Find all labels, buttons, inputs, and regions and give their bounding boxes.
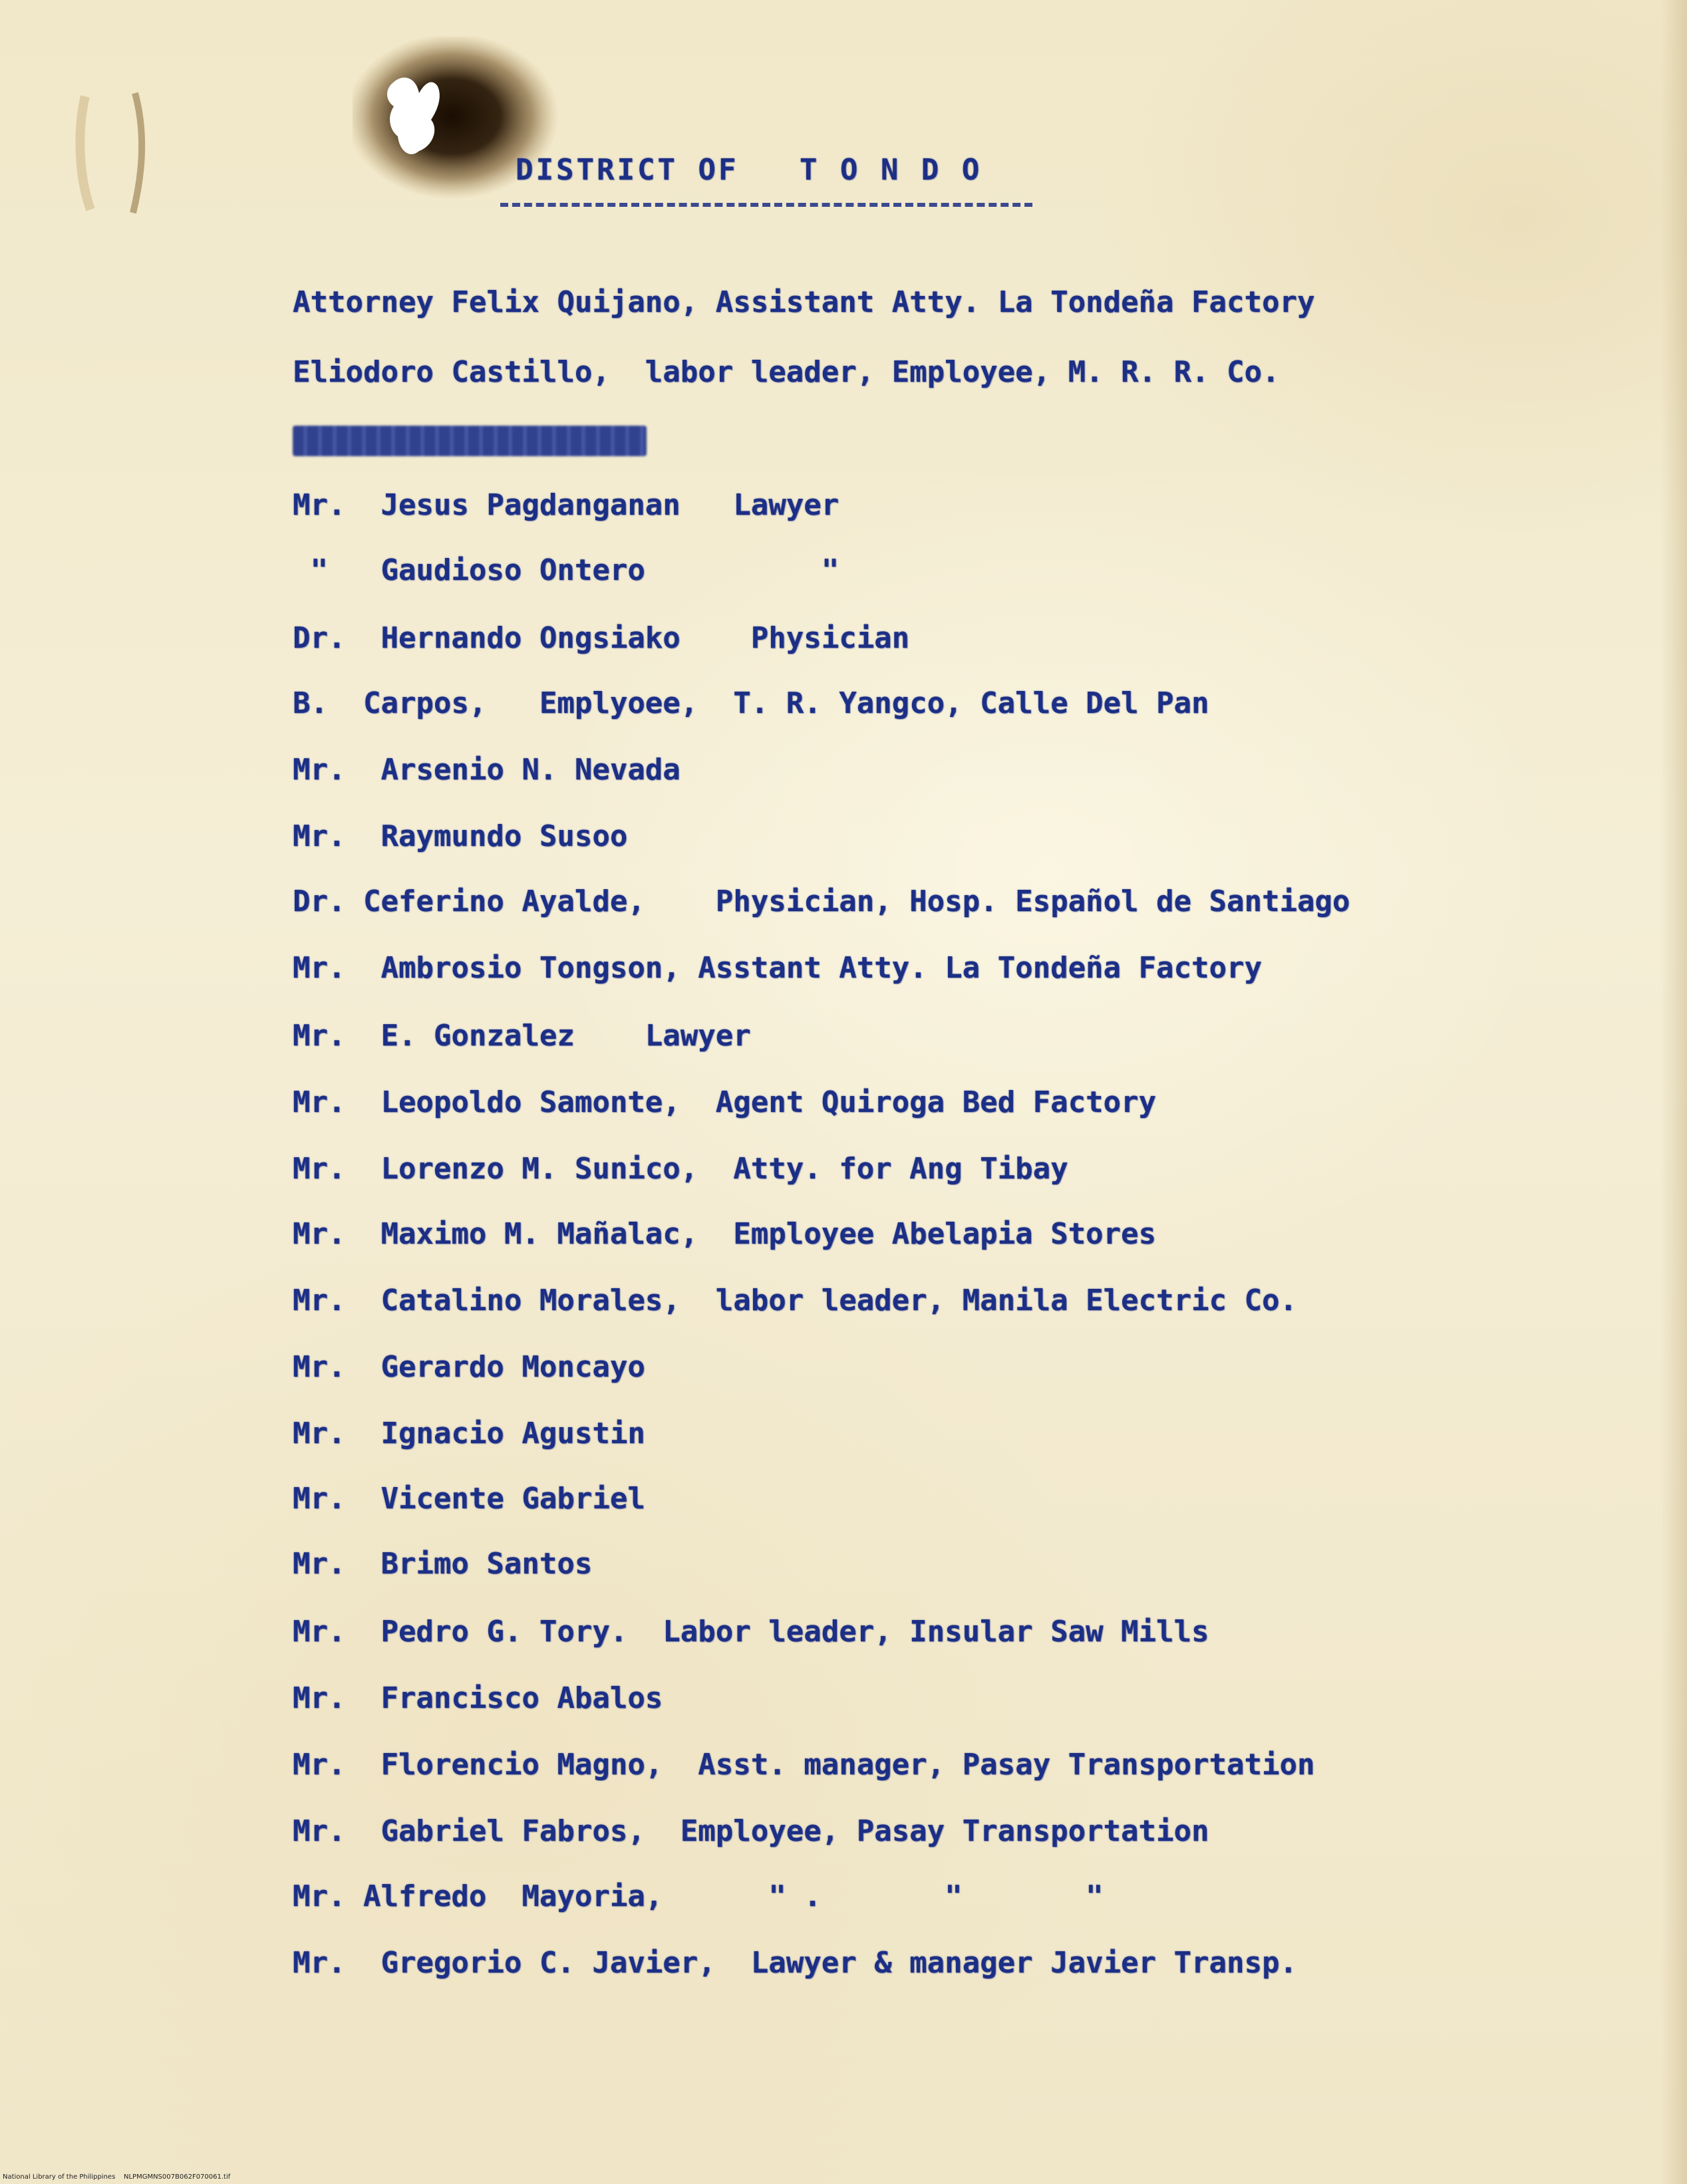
archive-file-id: National Library of the Philippines NLPMGMNS007B062F070061.tif (3, 2173, 231, 2181)
title-underline (500, 203, 1032, 207)
list-item: Mr. Lorenzo M. Sunico, Atty. for Ang Tibay (293, 1152, 1068, 1186)
list-item: Mr. Pedro G. Tory. Labor leader, Insular Saw Mills (293, 1615, 1209, 1649)
list-item: Mr. Ambrosio Tongson, Asstant Atty. La Tondeña Factory (293, 951, 1262, 985)
list-item: Mr. Jesus Pagdanganan Lawyer (293, 488, 840, 522)
list-item: Mr. Gerardo Moncayo (293, 1350, 645, 1384)
list-item: Mr. E. Gonzalez Lawyer (293, 1019, 751, 1053)
document-title: DISTRICT OF T O N D O (516, 153, 983, 187)
header-entry: Eliodoro Castillo, labor leader, Employee, M. R. R. Co. (293, 355, 1280, 389)
list-item: Mr. Arsenio N. Nevada (293, 753, 681, 787)
header-entry: Attorney Felix Quijano, Assistant Atty. La Tondeña Factory (293, 285, 1315, 319)
list-item: Mr. Francisco Abalos (293, 1681, 663, 1715)
fold-stain-mark (72, 90, 158, 216)
list-item: Mr. Florencio Magno, Asst. manager, Pasay Transportation (293, 1748, 1315, 1782)
list-item: Mr. Ignacio Agustin (293, 1417, 645, 1450)
list-item: Mr. Alfredo Mayoria, " . " " (293, 1879, 1104, 1913)
list-item: Mr. Leopoldo Samonte, Agent Quiroga Bed Factory (293, 1085, 1157, 1119)
list-item: B. Carpos, Emplyoee, T. R. Yangco, Calle Del Pan (293, 686, 1209, 720)
list-item: Dr. Ceferino Ayalde, Physician, Hosp. Español de Santiago (293, 885, 1350, 918)
list-item: Dr. Hernando Ongsiako Physician (293, 621, 910, 655)
list-item: Mr. Raymundo Susoo (293, 819, 628, 853)
paper-edge-shadow (1660, 0, 1687, 2184)
list-item: Mr. Brimo Santos (293, 1547, 593, 1581)
list-item: Mr. Vicente Gabriel (293, 1482, 645, 1516)
list-item: Mr. Maximo M. Mañalac, Employee Abelapia Stores (293, 1217, 1157, 1251)
list-item: Mr. Gregorio C. Javier, Lawyer & manager Javier Transp. (293, 1946, 1297, 1980)
list-item: Mr. Catalino Morales, labor leader, Manila Electric Co. (293, 1284, 1297, 1317)
list-item: Mr. Gabriel Fabros, Employee, Pasay Transportation (293, 1814, 1209, 1848)
struck-out-text (293, 426, 647, 456)
list-item: " Gaudioso Ontero " (293, 553, 840, 587)
